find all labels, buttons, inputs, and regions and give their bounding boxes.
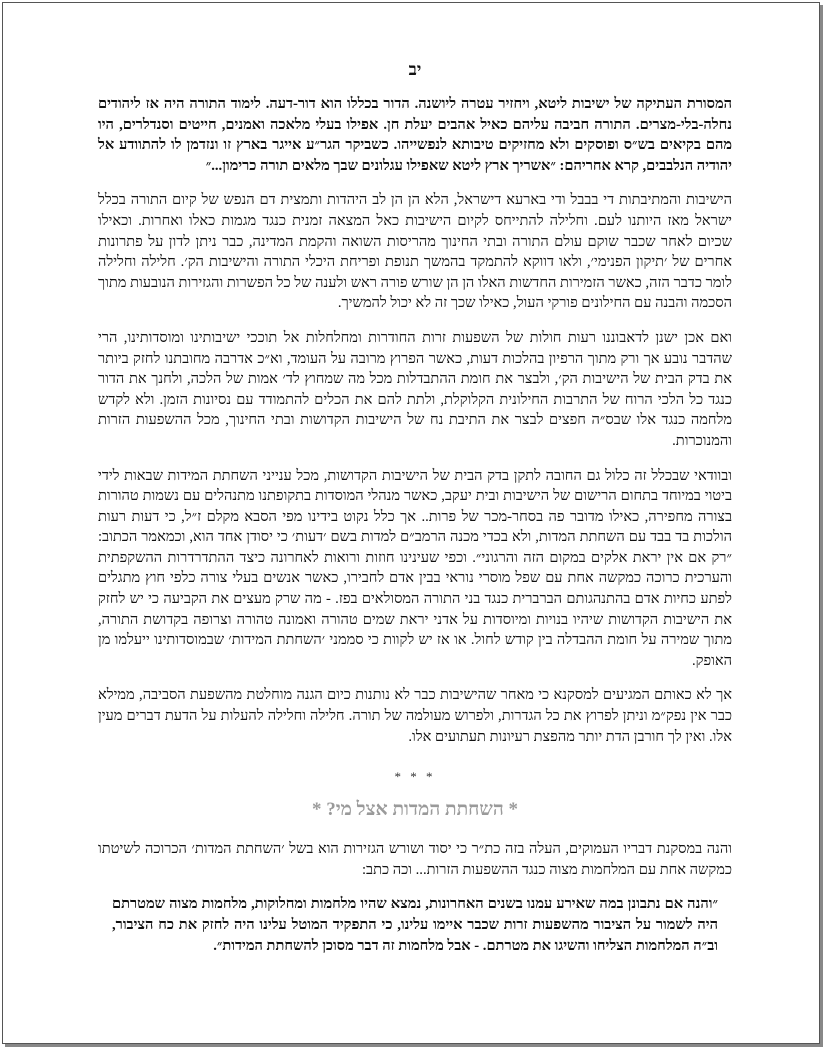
paragraph-3: ואם אכן ישנן לדאבוננו רעות חולות של השפעות זרות החודרות ומחלחלות אל תוככי ישיבותינו ומוסדותינו, הרי שהדבר נובע אך ורק מתוך הרפיון בהלכות דעות, כאשר הפרוץ מרובה על העומד, וא״כ אדרבה מחובתנו לחזק ביותר את בדק הבית של הישיבות הק׳, ולבצר את חומת ההתבדלות מכל מה שמחוץ לד׳ אמות של הלכה, ולחנך את הדור כנגד כל הלכי הרוח של התרבות החילונית הקלוקלת, ולתת להם את הכלים להתמודד עם נסיונות הזמן. ולא לקדש מלחמה כנגד אלו שבס״ה חפצים לבצר את התיבת נח של הישיבות הקדושות ובתי החינוך, מכל ההשפעות הזרות והמנוכרות. <box>98 329 732 449</box>
document-page <box>98 60 732 956</box>
block-quote: ״והנה אם נתבונן במה שאירע עמנו בשנים האחרונות, נמצא שהיו מלחמות ומחלוקות, מלחמות מצוה שמטרתם היה לשמור על הציבור מהשפעות זרות שכבר איימו עלינו, כי התפקיד המוטל עלינו היה לחזק את כח הציבור, וב״ה המלחמות הצליחו והשיגו את מטרתם. - אבל מלחמות זה דבר מסוכן להשחתת המידות״. <box>112 896 718 954</box>
section-separator: * * * <box>394 769 436 785</box>
section-heading: * השחתת המדות אצל מי? * <box>311 799 519 821</box>
paragraph-1: המסורת העתיקה של ישיבות ליטא, ויחזיר עטרה ליושנה. הדור בכללו הוא דור-דעה. לימוד התורה היה אז ליהודים נחלה-בלי-מצרים. התורה חביבה עליהם כאיל אהבים יעלת חן. אפילו בעלי מלאכה ואמנים, חייטים וסנדלרים, היו מהם בקיאים בש״ס ופוסקים ולא מחזיקים טיבותא לנפשייהו. כשביקר הגר״ע אייגר בארץ זו ונזדמן לו להתוודע אל יהודיה הנלבבים, קרא אחריהם: ״אשריך ארץ ליטא שאפילו עגלונים שבך מלאים תורה כרימון...״ <box>98 96 732 174</box>
section-paragraph: והנה במסקנת דבריו העמוקים, העלה בזה כת״ר כי יסוד ושורש הגזירות הוא בשל ׳השחתת המדות׳ הכרוכה לשיטתו כמקשה אחת עם המלחמות מצוה כנגד ההשפעות הזרות... וכה כתב: <box>98 841 732 878</box>
page-number: יב <box>408 60 422 79</box>
paragraph-4: ובוודאי שבכלל זה כלול גם החובה לתקן בדק הבית של הישיבות הקדושות, מכל ענייני השחתת המידות שבאות לידי ביטוי במיוחד בתחום הרישום של הישיבות ובית יעקב, כאשר מנהלי המוסדות בתקופתנו מתנהלים עם נשמות טהורות בצורה מחפירה, כאילו מדובר פה בסחר-מכר של פרות.. אך כלל נקוט בידינו מפי הסבא מקלם ז״ל, כי דעות רעות הולכות בד בבד עם השחתת המדות, ולא בכדי מכנה הרמב״ם למדות בשם ׳דעות׳ כי יסודן אחד הוא, וכמאמר הכתוב: ״רק אם אין יראת אלקים במקום הזה והרגוני״. וכפי שעינינו חוזות ורואות לאחרונה כיצד ההתדרדרות ההשקפתית והערכית כרוכה כמקשה אחת עם שפל מוסרי נוראי בבין אדם לחבירו, כאשר אנשים בעלי צורה כלפי חוץ מתגלים לפתע כחיות אדם בהתנהגותם הברברית כנגד בני התורה המסולאים בפז. - מה שרק מעצים את הקביעה כי יש לחזק את הישיבות הקדושות שיהיו בנויות ומיוסדות על אדני יראת שמים טהורה ואמונה טהורה וצרופה בקדושת התורה, מתוך שמירה על חומת ההבדלה בין קודש לחול. או אז יש לקוות כי סממני ׳השחתת המידות׳ שבמוסדותינו ייעלמו מן האופק. <box>98 467 732 669</box>
paragraph-5: אך לא כאותם המגיעים למסקנא כי מאחר שהישיבות כבר לא נותנות כיום הגנה מוחלטת מהשפעת הסביבה, ממילא כבר אין נפק״מ וניתן לפרוץ את כל הגדרות, ולפרוש מעולמה של תורה. חלילה וחלילה להעלות על הדעת דברים מעין אלו. ואין לך חורבן הדת יותר מהפצת רעיונות תעתועים אלו. <box>98 687 732 745</box>
paragraph-2: הישיבות והמתיבתות די בבבל ודי בארעא דישראל, הלא הן הן לב היהדות ותמצית דם הנפש של קיום התורה בכלל ישראל מאז היותנו לעם. וחלילה להתייחס לקיום הישיבות כאל המצאה זמנית כנגד מגמות כאלו ואחרות. וכאילו שכיום לאחר שכבר שוקם עולם התורה ובתי החינוך מהריסות השואה והקמת המדינה, כבר ניתן לדון על פתרונות אחרים של ׳תיקון הפנימי׳, ולאו דווקא להתמקד בהמשך תנופת ופריחת היכלי התורה והישיבות הק׳. חלילה וחלילה לומר כדבר הזה, כאשר הזמירות החדשות האלו הן הן שורש פורה ראש ולענה של כל הפשרות והגזירות הנובעות מתוך הסכמה והבנה עם החילונים פורקי העול, כאילו שכך זה לא יכול להמשיך. <box>98 192 732 312</box>
